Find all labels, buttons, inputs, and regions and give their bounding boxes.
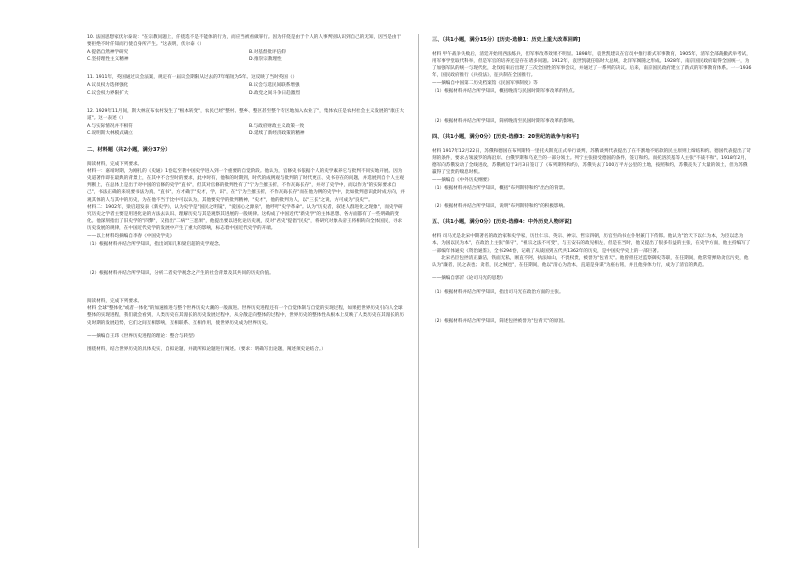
question-12-stem: 12. 1929年11月间，斯大林宣布农村发生了"根本转变"，农民已经"整村、整乡、整区甚至整个专区地加入农业了"，集体农庄是农村社会主义发展的"康庄大道"。这一表述（） xyxy=(87,108,405,121)
material-4-text: 材料 1917年12月22日，苏俄和德国在布列斯特一里托夫斯克正式举行谈判，苏俄谈判代表提出了在不割地不赔款的民主原则上缔结和约。德国代表提出了苛刻的条件，要求占领波罗的海沿岸、白俄罗斯和乌克兰的一部分领土。列宁主张接受德国的条件，签订和约。而托洛茨基等人主张"不战不和"。1918年2月，德军向苏俄发动了全线进攻，苏俄被迫于3月3日签订了《布列斯特和约》，苏俄失去了100万平方公里的土地，按照和约，苏俄丧失了大量的领土，但为苏俄赢得了宝贵的喘息时机。 xyxy=(432,148,751,175)
option-b: B.议会与选民间联系增强 xyxy=(249,83,300,89)
material-5-text-2: 北宋名臣包拯清正廉洁，铁面无私，刚直不阿，执法如山，不畏权贵，被誉为"包青天"。他曾担任过监察御史等职，在任期间，他常常弹劾贪官污吏，他认为"廉者，民之表也；贪者，民之贼也"，在任期间，他以"清心为治本，直道是身谋"为座右铭，并且他身体力行，成为了清官的典范。 xyxy=(432,255,749,268)
question-10-options xyxy=(87,49,405,63)
material-3-text: 材料 甲午战争失败后，清廷开始用西法练兵，但军事改革效果不明显。1898年，袁世凯建议在官员中推行新式军事教育，1905年，清军全部裁撤武举考试，用军事学堂取代科举，但是军官的培养还是存在诸多问题。1912年，袁世凯就任临时大总统，北洋军阀随之形成。1928年，南京国民政府取得全国统一，为了加强军队的统一与现代化，北伐结束后出现了三次全国性的军事会议，并通过了一系列的决议。后来，南京国民政府建立了新式的军事教育体系。一一1936年，国民政府推行《兵役法》，征兵制在全国推行。 xyxy=(432,52,752,79)
material-5-ask-2: （2）根据材料并结合所学知识，简述包拯被誉为"包青天"的原因。 xyxy=(432,318,568,324)
option-d: D.推崇宗教理性 xyxy=(249,57,282,63)
question-11 xyxy=(87,74,405,96)
question-10-stem: 10. 法国思想家伏尔泰说："在宗教问题上，仟绕选不是不能体的行为，而应当被看做罪行。因为仟绕是由于个人的人事判别认识到自己的无知，因当是由于要拒绝不时仟知而行使自身所产生。"这表明，伏尔泰（） xyxy=(87,35,402,48)
material-3-ask-2: （2）根据材料并结合所学知识，简析晚清至民国时期军事改革的影响。 xyxy=(432,118,578,124)
right-column xyxy=(432,34,752,554)
section-heading-3: 三、（共1小题，满分15分）[历史-选修1：历史上重大改革回眸] xyxy=(432,37,581,43)
question-12 xyxy=(87,108,405,137)
material-3-source: ——摘编自中国第二历史档案馆《民国军事制度》等 xyxy=(432,81,538,87)
section-heading-4: 四、（共1小题，满分0分）[历史-选修3：20世纪的战争与和平] xyxy=(432,133,579,140)
section-heading-5: 五、（共1小题，满分0分）[历史-选修4：中外历史人物评说] xyxy=(432,219,572,226)
material-3-ask-1: （1）根据材料并结合所学知识，概括晚清与民国时期军事改革的特点。 xyxy=(432,89,578,95)
material-1-text-2: 材料二：1902年，梁启超发表《新史学》，认为史学是"国民之明镜"，"爱国心之源泉"，他呼吁"史学革命"。认为"历史者，叙述人群进化之现象"，而史学研究历史之学者主要是用进化论的方法去认识、理解历史与其是观察其进展的一般规律。这构成了中国近代"新史学"的主体思想、各方面都有了一些明确的变化。他深刻指出了旧史学的"四弊"，又指出"二病""三恶果"，他提出要以进化论历史观，反对"君史"提倡"民史"，将研究对象从帝王将相转向全体国民，寻求历史发展的规律，在中国近代史学的发展中产生了重大的影响，标志着中国近代史学的开端。 xyxy=(87,204,403,231)
question-10 xyxy=(87,34,405,63)
option-a: A.议员权力选择强化 xyxy=(87,83,129,89)
material-5-text-1: 材料 司马光是北宋中期著名的政治家和史学家，历仕仁宗、英宗、神宗、哲宗四朝，历官至尚书左仆射兼门下侍郎。他认为"治天下以仁为本，为臣以忠为本，为国以民为本"，在政治上主张"保守"，"祖宗之法不可变"，与王安石的政见相左，但是在当时，他又提出了很多有益的主张，在史学方面，他主持编写了一部编年体通史《资治通鉴》，全书294卷，记载了从战国到五代共1362年的历史，是中国史学史上的一部巨著。 xyxy=(432,234,751,254)
material-4-ask-1: （1）根据材料并结合所学知识，概括"布列斯特和约"出台的背景。 xyxy=(432,186,568,192)
question-11-stem: 11. 1911年，英国通过议会法案，规定有一届议会期限从过去的7年缩短为5年。这反映了当时英国（） xyxy=(87,75,298,81)
material-5-ask-1: （1）根据材料并结合所学知识，指出司马光在政治方面的主张。 xyxy=(432,289,564,295)
option-a: A.提倡自然神学研究 xyxy=(87,50,129,56)
material-2-lead: 阅读材料，完成下列要求。 xyxy=(87,299,143,305)
column-divider xyxy=(418,34,419,548)
option-b: B.对基督批评信仰 xyxy=(249,50,286,56)
material-4-source: ——摘编自《中外历史纲要》 xyxy=(432,178,492,184)
question-11-options xyxy=(87,82,405,96)
material-2-text: 材料 全球"整体化"或者一体化"的加速推进与整个世界历史大潮的一般演进。世界历史进程还有一个自觉体制与自觉的实现过程，如果把世界历史引向人全球整体的实现进程，我们就会看到，人类历史在其漫长的历史发展过程中，从分散走向整体的过程中，世界历史的整体性从根本上反映了人类历史在其漫长的历史时期的发展趋势，它们之间互相影响，互相联系、互相作用，使世界历史成为世界历史。 xyxy=(87,306,404,326)
option-d: D.延续了新经济政策的精神 xyxy=(249,130,305,136)
material-1-source: ——以上材料均摘编自李春《中国史学史》 xyxy=(87,233,175,239)
material-1-lead: 阅读材料，完成下列要求。 xyxy=(87,162,143,168)
option-c: C.议会权力界限扩大 xyxy=(87,90,129,96)
option-c: C.说明斯大林模式确立 xyxy=(87,130,134,136)
left-column xyxy=(87,34,405,554)
material-1-text-1: 材料一：嘉靖时期，为刚扎的《史通》1卷迄至著中国史学进入到一个重要的自觉阶段。他认为，官修史书依据个人的史学素养它与批判不同实地开展。因为史道著作即在最典的背景上，在其中不合至时的要求，此中时有，他和的时期到，时代的成例观与批判的了时代更正、史书存在的问题，并选展到自个人主观判断上，在总体上是出于对中国的官修的史学"直书"，但其对官修的批判性有了"宁为兰摧玉折，不作瓦砾长存"，并对了史学中，而以作为"的实际要求自己"，书法正确的来说要书法为真，"直书"，方才确于"史才，学，识"，在"宁为兰摧玉折，不作瓦砾长存"而在他为例的史学中，比如批判意识此时成方向，并观其体的人与其中的历史，为在他不当于比中可以认为，其他要史学的批判精神，"史才"，他的批判为人，以"三长"之说，方可成为"良史""。 xyxy=(87,169,405,203)
question-12-options xyxy=(87,123,405,137)
section-heading-2: 二、材料题（共2小题，满分37分） xyxy=(87,147,171,154)
material-5-source: ——摘编自郭沂《论司马光的思想》 xyxy=(432,275,506,281)
option-b: B.与政府财政主义政策一致 xyxy=(249,123,305,129)
option-c: C.坚持理性主义精神 xyxy=(87,57,129,63)
option-d: D.政党之间斗争日趋激烈 xyxy=(249,90,300,96)
material-1-ask-1: （1）根据材料并结合所学知识，指出刘知几和梁启超的史学观念。 xyxy=(87,242,224,248)
material-2-ask: 围绕材料，结合世界历史的具体史实，自拟论题，并就所拟论题进行阐述。（要求：明确写出论题，阐述须史论结合。） xyxy=(87,346,326,352)
material-2-source: ——摘编自王玮《世界历史进程的理论：整合与转型》 xyxy=(87,333,198,339)
material-1-ask-2: （2）根据材料并结合所学知识，分析二者史学观念之产生的社会背景及其共同的历史价值。 xyxy=(87,271,274,277)
option-a: A.与实际情况并不相符 xyxy=(87,123,133,129)
material-4-ask-2: （2）根据材料并结合所学知识，说明"布列斯特和约"的积极影响。 xyxy=(432,204,568,210)
